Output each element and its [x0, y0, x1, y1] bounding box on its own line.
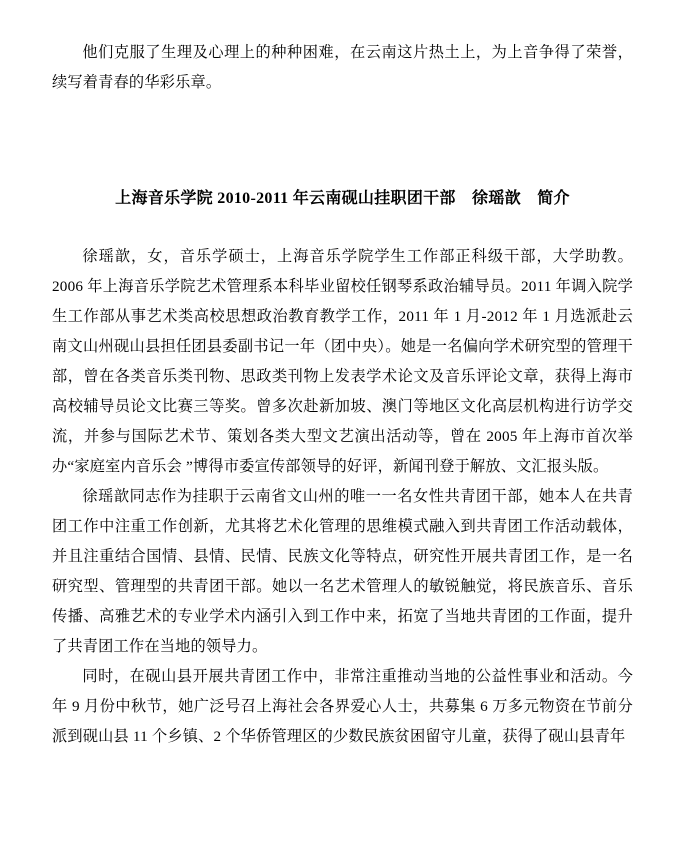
intro-paragraph: 他们克服了生理及心理上的种种困难，在云南这片热土上，为上音争得了荣誉，续写着青春的华彩乐章。: [52, 44, 633, 91]
section-gap: [52, 98, 633, 184]
heading-gap: [52, 214, 633, 242]
body-paragraph-2: 徐瑶歆同志作为挂职于云南省文山州的唯一一名女性共青团干部，她本人在共青团工作中注重工作创新，尤其将艺术化管理的思维模式融入到共青团工作活动载体，并且注重结合国情、县情、民情、民族文化等特点，研究性开展共青团工作，是一名研究型、管理型的共青团干部。她以一名艺术管理人的敏锐触觉，将民族音乐、音乐传播、高雅艺术的专业学术内涵引入到工作中来，拓宽了当地共青团的工作面，提升了共青团工作在当地的领导力。: [52, 488, 633, 655]
body-paragraph-1: 徐瑶歆，女，音乐学硕士，上海音乐学院学生工作部正科级干部，大学助教。2006 年上海音乐学院艺术管理系本科毕业留校任钢琴系政治辅导员。2011 年调入院学生工作部从事艺术类高校思想政治教育教学工作，2011 年 1 月-2012 年 1 月选派赴云南文山州砚山县担任团县委副书记一年（团中央）。她是一名偏向学术研究型的管理干部，曾在各类音乐类刊物、思政类刊物上发表学术论文及音乐评论文章，获得上海市高校辅导员论文比赛三等奖。曾多次赴新加坡、澳门等地区文化高层机构进行访学交流，并参与国际艺术节、策划各类大型文艺演出活动等，曾在 2005 年上海市首次举办“家庭室内音乐会 ”博得市委宣传部领导的好评，新闻刊登于解放、文汇报头版。: [52, 248, 633, 475]
section-heading: 上海音乐学院 2010-2011 年云南砚山挂职团干部 徐瑶歆 简介: [115, 190, 570, 207]
body-text: [52, 242, 633, 752]
body-paragraph-3: 同时，在砚山县开展共青团工作中，非常注重推动当地的公益性事业和活动。今年 9 月份中秋节，她广泛号召上海社会各界爱心人士，共募集 6 万多元物资在节前分派到砚山县 11 个乡镇、2 个华侨管理区的少数民族贫困留守儿童，获得了砚山县青年: [52, 668, 633, 745]
